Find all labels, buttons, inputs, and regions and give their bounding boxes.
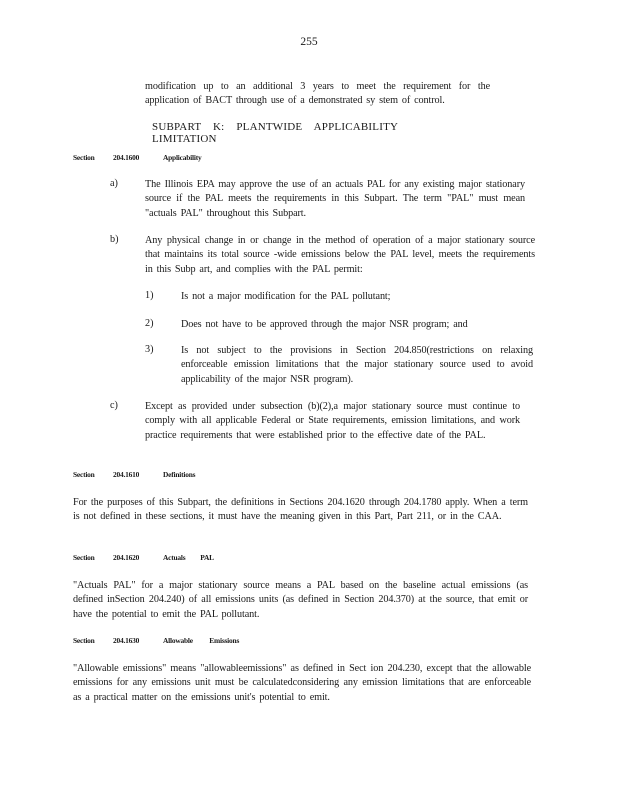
section-title: Applicability	[163, 153, 202, 162]
item-text-a: The Illinois EPA may approve the use of an actuals PAL for any existing major stationary source if the PAL meets the requirements in this Subpart. The term "PAL" must mean "actuals PAL" throughout this Subpart.	[145, 179, 525, 219]
section-number: 204.1600	[113, 153, 140, 162]
item-label-b: b)	[110, 234, 119, 245]
subitem-label-3: 3)	[145, 344, 154, 355]
subpart-heading: SUBPART K: PLANTWIDE APPLICABILITY LIMITATION	[152, 121, 398, 145]
actuals-pal-paragraph: "Actuals PAL" for a major stationary source means a PAL based on the baseline actual emissions (as defined inSection 204.240) of all emissions units (as defined in Section 204.370) at the source, that emit or have the potential to emit the PAL pollutant.	[73, 580, 528, 620]
subitem-text-2: Does not have to be approved through the major NSR program; and	[181, 319, 468, 330]
section-number: 204.1610	[113, 470, 140, 479]
intro-paragraph: modification up to an additional 3 years to meet the requirement for the application of BACT through use of a demonstrated sy stem of control.	[145, 81, 490, 107]
section-heading-204-1620	[73, 553, 373, 565]
subitem-text-3: Is not subject to the provisions in Section 204.850(restrictions on relaxing enforceable emission limitations that the major stationary source used to avoid applicability of the major NSR program).	[181, 345, 533, 385]
section-label: Section	[73, 636, 95, 645]
subitem-label-1: 1)	[145, 290, 154, 301]
section-heading-204-1610	[73, 470, 373, 482]
allowable-emissions-paragraph: "Allowable emissions" means "allowableemissions" as defined in Sect ion 204.230, except that the allowable emissions for any emissions unit must be calculatedconsidering any emission limitations that are enforceable as a practical matter on the emissions unit's potential to emit.	[73, 663, 531, 703]
section-label: Section	[73, 470, 95, 479]
section-heading-204-1630	[73, 636, 373, 648]
subitem-text-1: Is not a major modification for the PAL pollutant;	[181, 291, 391, 302]
section-title: Actuals PAL	[163, 553, 214, 562]
section-number: 204.1620	[113, 553, 140, 562]
section-label: Section	[73, 153, 95, 162]
section-label: Section	[73, 553, 95, 562]
page-number: 255	[300, 36, 318, 48]
subitem-label-2: 2)	[145, 318, 154, 329]
item-label-c: c)	[110, 400, 118, 411]
section-title: Allowable Emissions	[163, 636, 240, 645]
section-heading-204-1600	[73, 153, 373, 165]
item-label-a: a)	[110, 178, 118, 189]
item-text-c: Except as provided under subsection (b)(2),a major stationary source must continue to comply with all applicable Federal or State requirements, emission limitations, and work practice requirements that were established prior to the effective date of the PAL.	[145, 401, 520, 441]
section-number: 204.1630	[113, 636, 140, 645]
item-text-b: Any physical change in or change in the method of operation of a major stationary source that maintains its total source -wide emissions below the PAL level, meets the requirements in this Subp art, and complies with the PAL permit:	[145, 235, 535, 275]
definitions-paragraph: For the purposes of this Subpart, the definitions in Sections 204.1620 through 204.1780 apply. When a term is not defined in these sections, it must have the meaning given in this Part, Part 211, or in the CAA.	[73, 497, 528, 523]
section-title: Definitions	[163, 470, 196, 479]
